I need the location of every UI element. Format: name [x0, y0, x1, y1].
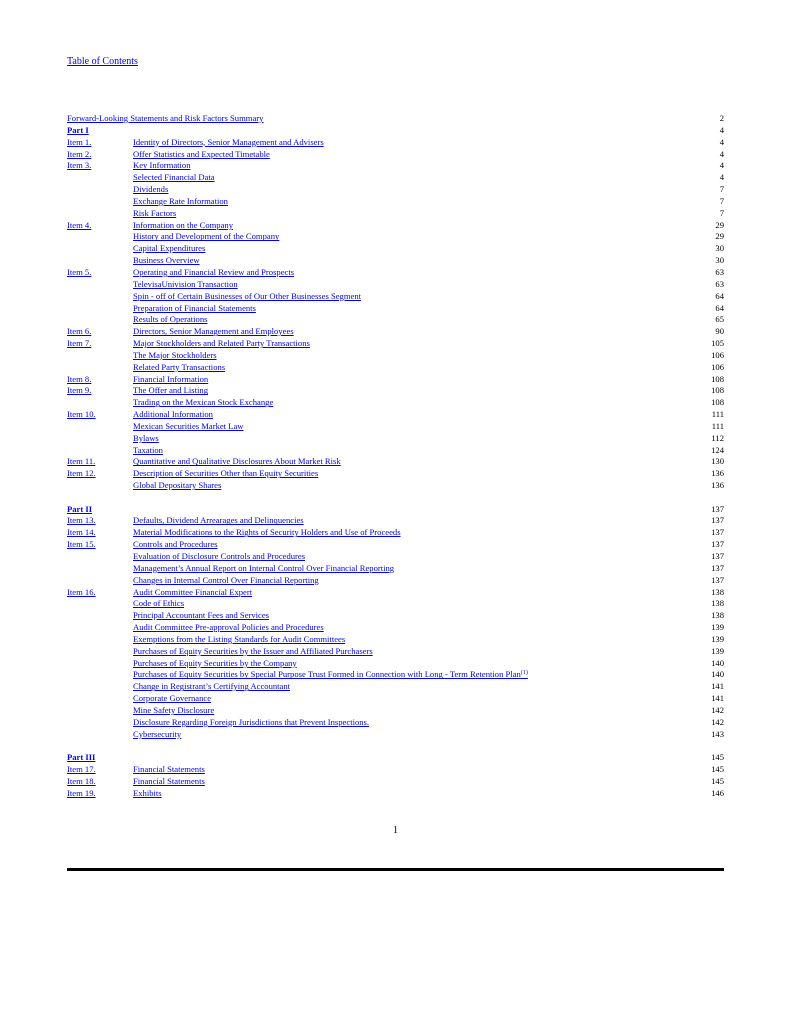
toc-row [67, 539, 724, 551]
toc-entry-link[interactable] [133, 409, 213, 421]
toc-entry-link[interactable] [133, 634, 345, 646]
toc-entry-text: Audit Committee Financial Expert [133, 586, 253, 597]
table-of-contents-link[interactable]: Table of Contents [67, 56, 138, 67]
toc-page-number: 63 [715, 278, 724, 289]
toc-page-number: 140 [711, 669, 724, 680]
toc-row [67, 764, 724, 776]
toc-row [67, 397, 724, 409]
toc-entry-link[interactable] [133, 563, 394, 575]
toc-row [67, 184, 724, 196]
toc-entry-text: History and Development of the Company [133, 231, 280, 242]
toc-entry-link[interactable] [133, 658, 297, 670]
toc-entry-text: Audit Committee Pre-approval Policies and Procedures [133, 622, 324, 633]
toc-page-number: 143 [711, 728, 724, 739]
toc-entry-text: Purchases of Equity Securities by Special Purpose Trust Formed in Connection with Long - Term Retention Plan [133, 669, 521, 680]
toc-entry-text: Preparation of Financial Statements [133, 302, 256, 313]
toc-entry-link[interactable] [133, 267, 294, 279]
toc-entry-text: Selected Financial Data [133, 172, 215, 183]
toc-page-number: 64 [715, 302, 724, 313]
item-number-link[interactable]: Item 10. [67, 409, 96, 420]
toc-page-number: 30 [715, 255, 724, 266]
toc-row [67, 776, 724, 788]
toc-page-number: 137 [711, 503, 724, 514]
toc-entry-link[interactable] [133, 551, 305, 563]
toc-page-number: 145 [711, 752, 724, 763]
item-number-link[interactable]: Item 7. [67, 338, 92, 349]
item-number-link[interactable]: Item 8. [67, 373, 92, 384]
toc-entry-link[interactable] [133, 764, 205, 776]
toc-row [67, 231, 724, 243]
toc-entry-text: Mexican Securities Market Law [133, 420, 244, 431]
toc-row [67, 634, 724, 646]
toc-page-number: 139 [711, 633, 724, 644]
toc-page-number: 137 [711, 539, 724, 550]
item-number-link[interactable]: Item 16. [67, 586, 96, 597]
toc-row-forward-looking [67, 113, 724, 125]
toc-page-number: 4 [719, 172, 724, 183]
toc-entry-link[interactable] [133, 729, 181, 741]
toc-row [67, 669, 724, 681]
toc-entry-text: Spin - off of Certain Businesses of Our Other Businesses Segment [133, 290, 362, 301]
toc-page-number: 7 [719, 207, 724, 218]
toc-row [67, 385, 724, 397]
toc-row [67, 362, 724, 374]
toc-entry-text: Purchases of Equity Securities by the Company [133, 657, 297, 668]
toc-page-number: 29 [715, 231, 724, 242]
toc-entry-link[interactable] [133, 184, 168, 196]
toc-entry-text: Financial Information [133, 373, 209, 384]
toc-entry-link[interactable] [133, 622, 324, 634]
toc-page-number: 108 [711, 373, 724, 384]
toc-page-number: 90 [715, 326, 724, 337]
toc-row [67, 208, 724, 220]
toc-row [67, 681, 724, 693]
toc-entry-link[interactable] [133, 243, 205, 255]
toc-row [67, 587, 724, 599]
toc-entry-text: Material Modifications to the Rights of Security Holders and Use of Proceeds [133, 527, 401, 538]
toc-page-number: 7 [719, 195, 724, 206]
toc-entry-text: Mine Safety Disclosure [133, 704, 215, 715]
toc-row [67, 421, 724, 433]
item-number-link[interactable]: Item 14. [67, 527, 96, 538]
toc-entry-link[interactable] [133, 515, 304, 527]
toc-entry-text: Exhibits [133, 787, 162, 798]
toc-page-number: 137 [711, 562, 724, 573]
toc-entry-link[interactable] [133, 669, 528, 681]
toc-entry-text: Exchange Rate Information [133, 195, 228, 206]
item-number-link[interactable]: Item 18. [67, 775, 96, 786]
toc-page-number: 141 [711, 693, 724, 704]
toc-row [67, 314, 724, 326]
toc-part-row [67, 752, 724, 764]
toc-entry-link[interactable] [133, 480, 221, 492]
item-number-link[interactable]: Item 9. [67, 385, 92, 396]
toc-entry-link[interactable] [133, 172, 215, 184]
toc-entry-link[interactable] [133, 705, 214, 717]
toc-row [67, 717, 724, 729]
toc-entry-text: Operating and Financial Review and Prospects [133, 266, 295, 277]
toc-row [67, 456, 724, 468]
section-spacer [67, 492, 724, 504]
toc-entry-text: Trading on the Mexican Stock Exchange [133, 397, 274, 408]
toc-entry-link[interactable] [133, 279, 238, 291]
toc-entry-link[interactable] [133, 291, 361, 303]
toc-entry-link[interactable] [133, 445, 163, 457]
toc-row [67, 409, 724, 421]
toc-row [67, 338, 724, 350]
toc-entry-text: Change in Registrant’s Certifying Accountant [133, 681, 291, 692]
toc-entry-text: Exemptions from the Listing Standards for Audit Committees [133, 633, 346, 644]
toc-entry-text: Changes in Internal Control Over Financial Reporting [133, 574, 319, 585]
item-number-link[interactable]: Item 3. [67, 160, 92, 171]
toc-page-number: 106 [711, 349, 724, 360]
toc-page-number: 146 [711, 787, 724, 798]
toc-page-number: 64 [715, 290, 724, 301]
toc-row [67, 658, 724, 670]
toc-page-number: 140 [711, 657, 724, 668]
toc-row [67, 693, 724, 705]
toc-row [67, 172, 724, 184]
toc-entry-link[interactable] [133, 362, 225, 374]
toc-entry-text: Defaults, Dividend Arrearages and Delinquencies [133, 515, 304, 526]
toc-entry-link[interactable] [133, 385, 208, 397]
toc-entry-text: Risk Factors [133, 207, 177, 218]
toc-row [67, 515, 724, 527]
item-number-link[interactable]: Item 6. [67, 326, 92, 337]
toc-entry-link[interactable] [133, 350, 217, 362]
toc-page-number: 2 [719, 113, 724, 123]
toc-row [67, 705, 724, 717]
page-number: 1 [393, 825, 398, 836]
toc-entry-text: Taxation [133, 444, 163, 455]
toc-row [67, 243, 724, 255]
toc-page-number: 111 [711, 420, 724, 431]
toc-row [67, 303, 724, 315]
toc-page-number: 138 [711, 586, 724, 597]
toc-row [67, 788, 724, 800]
toc-page-number: 137 [711, 515, 724, 526]
toc-row [67, 220, 724, 232]
section-spacer [67, 740, 724, 752]
toc-entry-text: Cybersecurity [133, 728, 182, 739]
toc-row [67, 610, 724, 622]
toc-page-number: 63 [715, 266, 724, 277]
toc-page-number: 108 [711, 385, 724, 396]
toc-entry-link[interactable] [133, 539, 218, 551]
toc-entry-link[interactable] [133, 456, 341, 468]
toc-page-number: 137 [711, 550, 724, 561]
toc-row [67, 137, 724, 149]
toc-entry-text: Principal Accountant Fees and Services [133, 610, 270, 621]
toc-entry-text: Offer Statistics and Expected Timetable [133, 148, 270, 159]
toc-page-number: 106 [711, 361, 724, 372]
toc-page-number: 130 [711, 456, 724, 467]
toc-entry-link[interactable] [133, 598, 184, 610]
toc-row [67, 350, 724, 362]
toc-entry-link[interactable] [133, 468, 318, 480]
toc-page-number: 138 [711, 598, 724, 609]
item-number-link[interactable]: Item 5. [67, 266, 92, 277]
toc-row [67, 267, 724, 279]
toc-entry-link[interactable] [133, 314, 207, 326]
toc-page-number: 139 [711, 645, 724, 656]
toc-entry-text: Major Stockholders and Related Party Transactions [133, 338, 310, 349]
toc-entry-link[interactable] [133, 433, 159, 445]
toc-entry-text: Disclosure Regarding Foreign Jurisdictions that Prevent Inspections. [133, 716, 370, 727]
toc-part-row [67, 504, 724, 516]
item-number-link[interactable]: Item 1. [67, 136, 92, 147]
toc-page-number: 4 [719, 124, 724, 135]
toc-entry-text: Additional Information [133, 409, 213, 420]
footnote-reference[interactable]: (1) [520, 670, 528, 677]
toc-page-number: 138 [711, 610, 724, 621]
toc-entry-text: Key Information [133, 160, 191, 171]
toc-entry-text: Management’s Annual Report on Internal Control Over Financial Reporting [133, 562, 395, 573]
toc-entry-link[interactable] [133, 220, 233, 232]
toc-page-number: 105 [711, 338, 724, 349]
toc-entry-text: Purchases of Equity Securities by the Issuer and Affiliated Purchasers [133, 645, 373, 656]
toc-entry-text: Directors, Senior Management and Employees [133, 326, 294, 337]
toc-entry-text: The Major Stockholders [133, 349, 217, 360]
toc-page-number: 4 [719, 136, 724, 147]
toc-entry-text: Capital Expenditures [133, 243, 206, 254]
toc-page-number: 108 [711, 397, 724, 408]
toc-entry-text: Controls and Procedures [133, 539, 218, 550]
item-number-link[interactable]: Item 17. [67, 763, 96, 774]
item-number-link[interactable]: Item 19. [67, 787, 96, 798]
toc-entry-link[interactable] [133, 681, 290, 693]
item-number-link[interactable]: Item 11. [67, 456, 96, 467]
toc-entry-link[interactable] [133, 610, 269, 622]
toc-entry-link[interactable] [133, 231, 279, 243]
toc-page-number: 145 [711, 763, 724, 774]
toc-entry-link[interactable] [133, 421, 244, 433]
part-link[interactable]: Part III [67, 752, 96, 763]
toc-page-number: 137 [711, 527, 724, 538]
toc-entry-text: Information on the Company [133, 219, 234, 230]
toc-page-number: 111 [711, 409, 724, 420]
toc-entry-link[interactable] [133, 527, 401, 539]
toc-entry-link[interactable] [133, 303, 256, 315]
toc-entry-link[interactable] [133, 587, 252, 599]
toc-entry-link[interactable] [133, 575, 319, 587]
toc-entry-text: Global Depositary Shares [133, 480, 222, 491]
toc-entry-text: Results of Operations [133, 314, 208, 325]
toc-part-row [67, 125, 724, 137]
item-number-link[interactable]: Item 12. [67, 468, 96, 479]
toc-page-number: 7 [719, 184, 724, 195]
toc-entry-text: Code of Ethics [133, 598, 185, 609]
toc-entry-link[interactable] [133, 338, 310, 350]
toc-entry-text: Dividends [133, 184, 169, 195]
toc-entry-link[interactable] [133, 137, 324, 149]
toc-row [67, 326, 724, 338]
toc-entry-text: Identity of Directors, Senior Management and Advisers [133, 136, 324, 147]
toc-row [67, 255, 724, 267]
toc-page-number: 4 [719, 160, 724, 171]
toc-row [67, 291, 724, 303]
toc-row [67, 160, 724, 172]
toc-page-number: 112 [711, 432, 724, 443]
toc-page-number: 29 [715, 219, 724, 230]
toc-row [67, 433, 724, 445]
item-number-link[interactable]: Item 4. [67, 219, 92, 230]
toc-row [67, 480, 724, 492]
toc-row [67, 468, 724, 480]
toc-row [67, 563, 724, 575]
toc-entry-text: Bylaws [133, 432, 159, 443]
toc-entry-text: Description of Securities Other than Equity Securities [133, 468, 319, 479]
toc-page-number: 145 [711, 775, 724, 786]
toc-page-number: 65 [715, 314, 724, 325]
toc-entry-link[interactable] [133, 374, 208, 386]
toc-entry-text: Quantitative and Qualitative Disclosures About Market Risk [133, 456, 341, 467]
toc-page-number: 141 [711, 681, 724, 692]
toc-page-number: 142 [711, 704, 724, 715]
toc-row [67, 622, 724, 634]
item-number-link[interactable]: Item 15. [67, 539, 96, 550]
item-number-link[interactable]: Item 13. [67, 515, 96, 526]
toc-page-number: 137 [711, 574, 724, 585]
toc-entry-link[interactable] [133, 255, 200, 267]
page-divider [67, 868, 724, 871]
toc-page-number: 142 [711, 716, 724, 727]
toc-page-number: 124 [711, 444, 724, 455]
toc-entry-link[interactable] [133, 646, 373, 658]
toc-row [67, 598, 724, 610]
toc-row [67, 445, 724, 457]
toc-row [67, 196, 724, 208]
toc-row [67, 149, 724, 161]
toc-entry-text: Business Overview [133, 255, 200, 266]
toc-entry-link[interactable] [133, 717, 369, 729]
toc-row [67, 646, 724, 658]
toc-entry-link[interactable] [133, 208, 176, 220]
toc-row [67, 279, 724, 291]
toc-entry-text: Financial Statements [133, 775, 205, 786]
toc-entry-link[interactable] [133, 776, 205, 788]
toc-entry-link[interactable] [133, 326, 294, 338]
part-link[interactable]: Part I [67, 124, 89, 135]
toc-entry-link[interactable] [133, 196, 228, 208]
toc-entry-text: Corporate Governance [133, 693, 212, 704]
toc-entry-link[interactable] [133, 788, 162, 800]
toc-row [67, 551, 724, 563]
toc-entry-text: Financial Statements [133, 763, 205, 774]
toc-entry-link[interactable] [133, 149, 270, 161]
toc-row [67, 575, 724, 587]
toc-entry-text: Related Party Transactions [133, 361, 226, 372]
toc-entry-link[interactable] [133, 160, 191, 172]
forward-looking-link[interactable]: Forward-Looking Statements and Risk Factors Summary [67, 113, 264, 123]
toc-page-number: 30 [715, 243, 724, 254]
toc-row [67, 527, 724, 539]
part-link[interactable]: Part II [67, 503, 93, 514]
toc-entry-text: The Offer and Listing [133, 385, 209, 396]
toc-entry-link[interactable] [133, 397, 273, 409]
toc-row [67, 729, 724, 741]
toc-row [67, 374, 724, 386]
toc-page-number: 136 [711, 468, 724, 479]
toc-entry-text: TelevisaUnivision Transaction [133, 278, 238, 289]
item-number-link[interactable]: Item 2. [67, 148, 92, 159]
table-of-contents [67, 113, 724, 799]
toc-entry-link[interactable] [133, 693, 211, 705]
toc-entry-text: Evaluation of Disclosure Controls and Procedures [133, 550, 306, 561]
toc-page-number: 139 [711, 622, 724, 633]
toc-page-number: 4 [719, 148, 724, 159]
toc-page-number: 136 [711, 480, 724, 491]
